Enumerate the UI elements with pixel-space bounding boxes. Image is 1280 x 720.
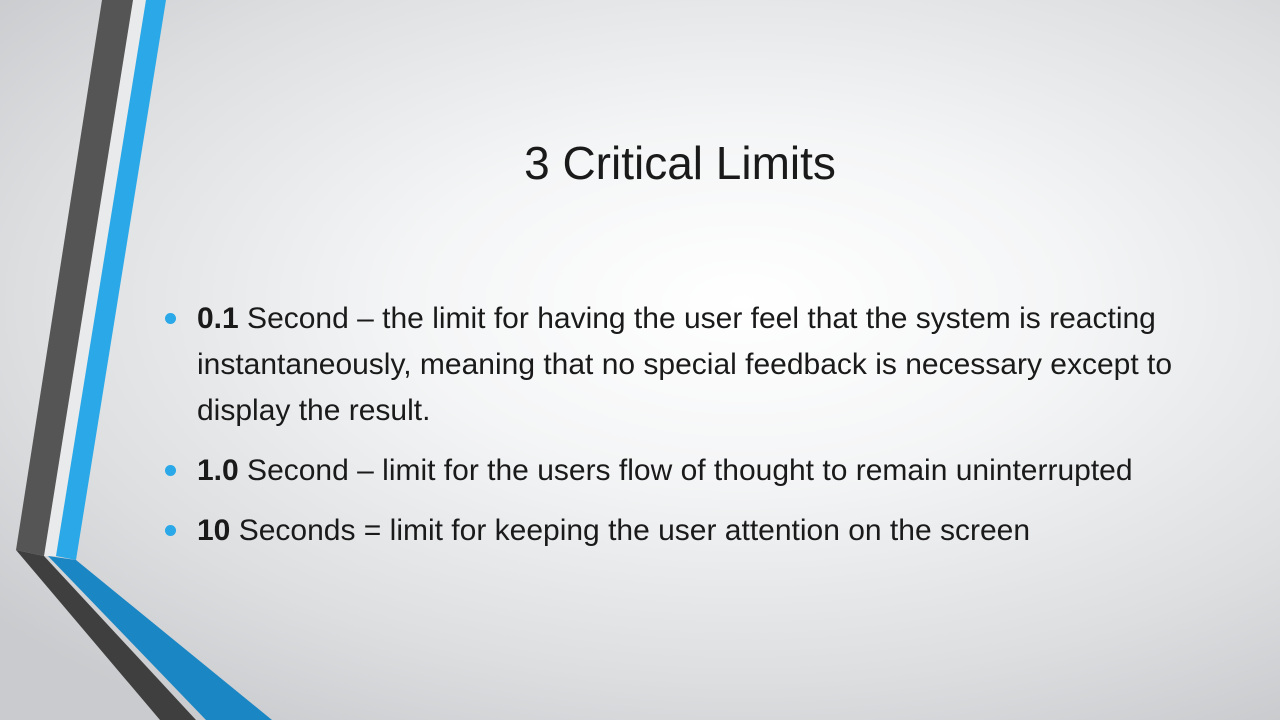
dark-stripe-vertical: [16, 0, 133, 556]
bullet-value: 10: [197, 514, 231, 547]
blue-stripe-diagonal: [48, 556, 272, 720]
bullet-text: Seconds = limit for keeping the user attention on the screen: [230, 514, 1031, 547]
bullet-text: Second – limit for the users flow of thought to remain uninterrupted: [238, 454, 1133, 487]
bullet-list: [165, 296, 1205, 568]
bullet-dot-icon: [165, 465, 176, 476]
slide-title: 3 Critical Limits: [524, 137, 836, 189]
bullet-dot-icon: [165, 313, 176, 324]
light-stripe: [44, 0, 146, 556]
bullet-value: 0.1: [197, 302, 239, 335]
dark-stripe-diagonal: [16, 550, 196, 720]
bullet-value: 1.0: [197, 454, 239, 487]
bullet-item: [165, 448, 1205, 494]
bullet-item: [165, 296, 1205, 434]
bullet-item: [165, 508, 1205, 554]
blue-stripe-vertical: [56, 0, 166, 560]
bullet-dot-icon: [165, 525, 176, 536]
bullet-text: Second – the limit for having the user feel that the system is reacting instantaneously, meaning that no special feedback is necessary except to display the result.: [197, 302, 1173, 427]
